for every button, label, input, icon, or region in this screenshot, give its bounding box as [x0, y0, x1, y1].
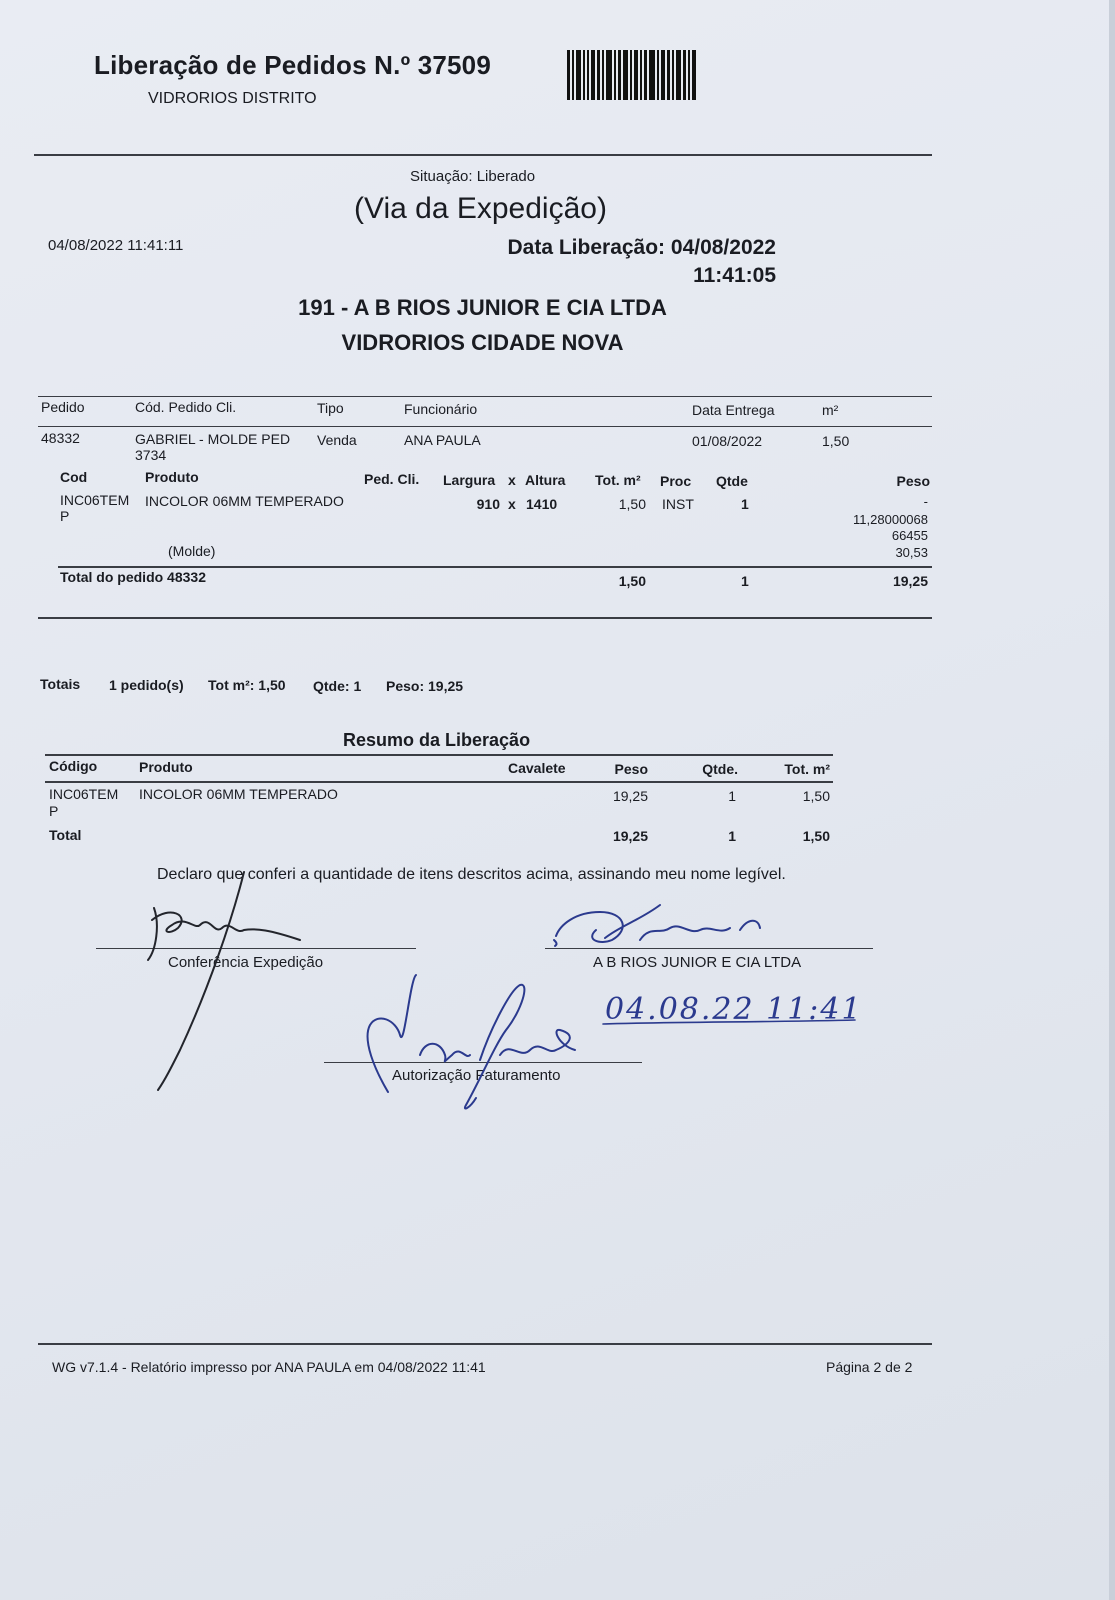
col-header-m2: m²: [822, 402, 839, 418]
data-liberacao-time: 11:41:05: [693, 264, 776, 287]
item-header-ped-cli: Ped. Cli.: [364, 471, 420, 487]
resumo-header-codigo: Código: [49, 758, 98, 774]
resumo-header-qtde: Qtde.: [702, 761, 738, 777]
col-header-tipo: Tipo: [317, 400, 344, 416]
item-altura: 1410: [526, 496, 558, 512]
order-cod-cli-line2: 3734: [135, 447, 167, 463]
item-peso-line2: 11,28000068: [853, 512, 928, 527]
situacao-status: Situação: Liberado: [410, 168, 536, 185]
totais-qtde: Qtde: 1: [313, 678, 362, 694]
col-header-cod-pedido-cli: Cód. Pedido Cli.: [135, 399, 237, 415]
item-cod-line2: P: [60, 508, 70, 524]
client-name: 191 - A B RIOS JUNIOR E CIA LTDA: [298, 295, 667, 320]
item-peso-line1: -: [923, 494, 928, 509]
totais-peso: Peso: 19,25: [386, 678, 464, 694]
footer-page-number: Página 2 de 2: [826, 1359, 913, 1375]
item-proc: INST: [662, 496, 694, 512]
totais-tot-m2: Tot m²: 1,50: [208, 677, 286, 693]
autorizacao-signature: [368, 975, 575, 1109]
resumo-total-tot-m2: 1,50: [802, 828, 830, 844]
col-header-funcionario: Funcionário: [404, 401, 478, 417]
cliente-signature: [556, 905, 760, 942]
resumo-peso: 19,25: [612, 788, 648, 804]
totais-label: Totais: [40, 676, 81, 692]
item-header-peso: Peso: [896, 473, 930, 489]
item-header-largura: Largura: [443, 472, 496, 488]
order-pedido: 48332: [41, 430, 80, 446]
printed-timestamp: 04/08/2022 11:41:11: [48, 237, 184, 254]
company-subtitle: VIDRORIOS DISTRITO: [148, 90, 317, 107]
footer-rule: [38, 1343, 932, 1345]
item-header-cod: Cod: [60, 469, 88, 485]
order-m2: 1,50: [822, 433, 850, 449]
item-largura: 910: [476, 496, 500, 512]
resumo-qtde: 1: [728, 788, 736, 804]
resumo-codigo-line2: P: [49, 803, 59, 819]
resumo-codigo-line1: INC06TEM: [49, 786, 119, 802]
via-label: (Via da Expedição): [354, 192, 607, 225]
item-header-proc: Proc: [660, 473, 692, 489]
resumo-header-peso: Peso: [614, 761, 648, 777]
conferencia-label: Conferência Expedição: [168, 954, 324, 971]
col-header-data-entrega: Data Entrega: [692, 402, 775, 418]
order-tipo: Venda: [317, 432, 357, 448]
document-title: Liberação de Pedidos N.º 37509: [94, 50, 491, 80]
order-total-qtde: 1: [741, 573, 749, 589]
resumo-total-peso: 19,25: [612, 828, 648, 844]
client-store: VIDRORIOS CIDADE NOVA: [341, 330, 624, 355]
item-x: x: [508, 496, 516, 512]
handwritten-date: 04.08.22 11:41: [605, 992, 863, 1027]
resumo-total-qtde: 1: [728, 828, 736, 844]
resumo-header-cavalete: Cavalete: [508, 760, 566, 776]
totais-pedidos: 1 pedido(s): [109, 677, 184, 693]
resumo-header-produto: Produto: [139, 759, 193, 775]
cliente-label: A B RIOS JUNIOR E CIA LTDA: [593, 954, 802, 971]
order-data-entrega: 01/08/2022: [692, 433, 763, 449]
resumo-header-tot-m2: Tot. m²: [784, 761, 830, 777]
item-tot-m2: 1,50: [618, 496, 646, 512]
order-total-label: Total do pedido 48332: [60, 569, 206, 585]
declaration-text: Declaro que conferi a quantidade de itens descritos acima, assinando meu nome legível.: [157, 866, 786, 883]
resumo-title: Resumo da Liberação: [343, 730, 531, 750]
item-header-produto: Produto: [145, 469, 199, 485]
autorizacao-label: Autorização Faturamento: [392, 1067, 561, 1084]
order-funcionario: ANA PAULA: [404, 432, 481, 448]
data-liberacao-date: Data Liberação: 04/08/2022: [507, 236, 776, 259]
item-header-altura: Altura: [525, 472, 566, 488]
order-total-m2: 1,50: [618, 573, 646, 589]
item-peso-line4: 30,53: [895, 545, 928, 560]
footer-report-info: WG v7.1.4 - Relatório impresso por ANA PAULA em 04/08/2022 11:41: [52, 1359, 486, 1375]
item-peso-line3: 66455: [891, 528, 928, 543]
resumo-tot-m2: 1,50: [802, 788, 830, 804]
item-header-tot-m2: Tot. m²: [595, 472, 641, 488]
item-produto: INCOLOR 06MM TEMPERADO: [145, 493, 344, 509]
order-cod-cli-line1: GABRIEL - MOLDE PED: [135, 431, 291, 447]
resumo-produto: INCOLOR 06MM TEMPERADO: [139, 786, 338, 802]
resumo-total-label: Total: [49, 827, 82, 843]
item-header-qtde: Qtde: [716, 473, 748, 489]
order-total-peso: 19,25: [892, 573, 928, 589]
item-header-x: x: [508, 472, 516, 488]
col-header-pedido: Pedido: [41, 399, 85, 415]
item-qtde: 1: [741, 496, 749, 512]
item-obs-molde: (Molde): [168, 543, 216, 559]
item-cod-line1: INC06TEM: [60, 492, 130, 508]
conferencia-signature: [148, 872, 300, 1090]
